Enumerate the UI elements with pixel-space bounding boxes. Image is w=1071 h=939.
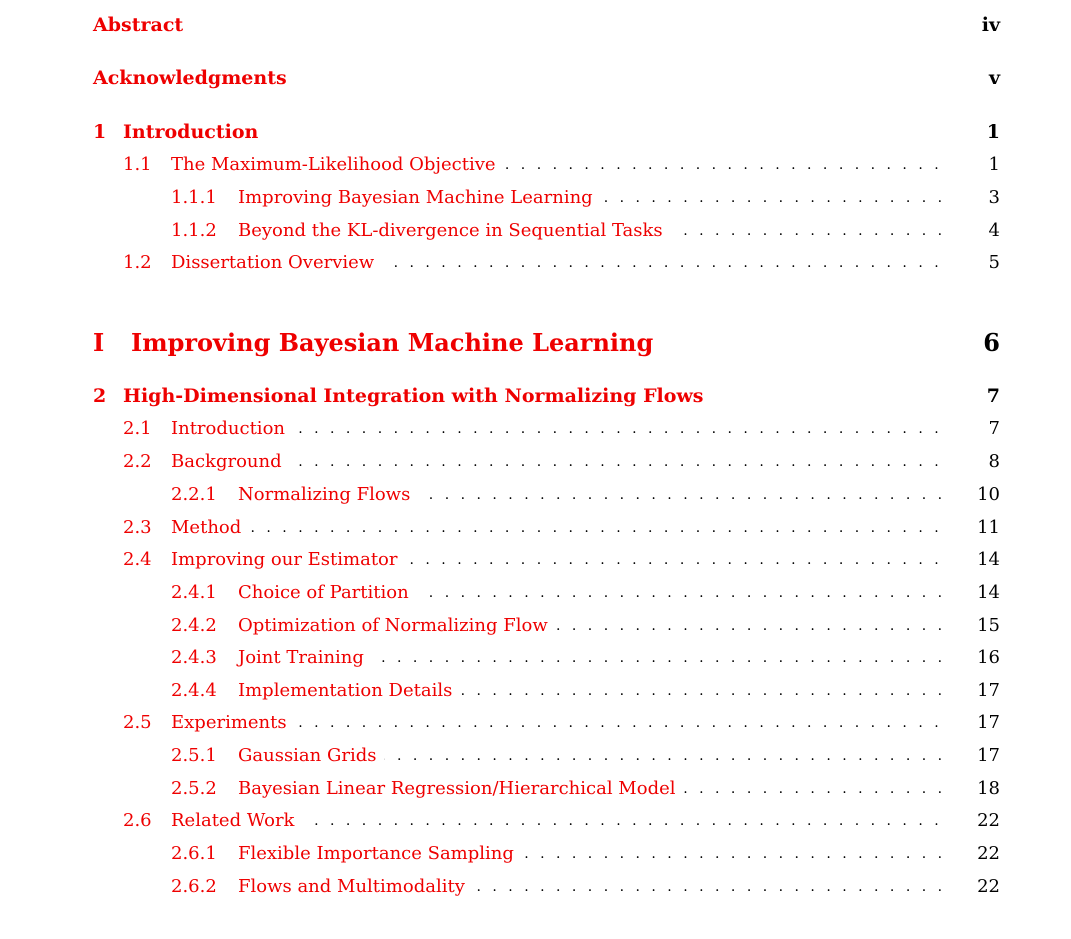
toc-entry-section [0,549,1071,579]
toc-subsection-number[interactable]: 1.1.1 [171,187,217,208]
toc-entry-subsection [0,843,1071,873]
toc-link-subsection[interactable]: Beyond the KL-divergence in Sequential Tasks [238,220,671,241]
toc-page-number: v [988,67,1000,89]
toc-entry-section [0,418,1071,448]
toc-subsection-number[interactable]: 2.4.4 [171,680,217,701]
toc-link-chapter-1[interactable]: Introduction [123,121,266,143]
toc-subsection-number[interactable]: 2.6.1 [171,843,217,864]
toc-entry-subsection [0,745,1071,775]
toc-chapter-number[interactable]: 2 [93,385,107,407]
toc-page-number: 22 [977,843,1000,864]
toc-page-number: 1 [988,154,1000,175]
toc-entry-section [0,154,1071,184]
toc-page-number: 4 [988,220,1000,241]
toc-leader-dots [171,520,950,536]
toc-link-abstract[interactable]: Abstract [93,14,191,36]
toc-link-section[interactable]: Experiments [171,712,295,733]
toc-entry-abstract [0,14,1071,44]
toc-link-acknowledgments[interactable]: Acknowledgments [93,67,295,89]
toc-section-number[interactable]: 1.2 [123,252,152,273]
toc-page-number: 17 [977,712,1000,733]
toc-link-subsection[interactable]: Optimization of Normalizing Flow [238,615,556,636]
toc-link-chapter-2[interactable]: High-Dimensional Integration with Normalizing Flows [123,385,712,407]
toc-link-subsection[interactable]: Bayesian Linear Regression/Hierarchical Model [238,778,684,799]
toc-link-section[interactable]: Dissertation Overview [171,252,382,273]
toc-entry-subsection [0,484,1071,514]
toc-link-subsection[interactable]: Joint Training [238,647,372,668]
toc-page-number: 22 [977,810,1000,831]
toc-page-number: 5 [988,252,1000,273]
toc-entry-subsection [0,647,1071,677]
toc-section-number[interactable]: 2.5 [123,712,152,733]
toc-entry-subsection [0,582,1071,612]
toc-section-number[interactable]: 2.6 [123,810,152,831]
toc-entry-acknowledgments [0,67,1071,97]
toc-link-subsection[interactable]: Flexible Importance Sampling [238,843,522,864]
toc-page-number: 14 [977,582,1000,603]
toc-page-number: 18 [977,778,1000,799]
toc-entry-subsection [0,680,1071,710]
toc-page-number: 16 [977,647,1000,668]
toc-subsection-number[interactable]: 2.6.2 [171,876,217,897]
toc-page-number: 14 [977,549,1000,570]
toc-page-number: 10 [977,484,1000,505]
toc-page-number: 7 [986,385,1000,407]
toc-page-number: 11 [977,517,1000,538]
toc-link-section[interactable]: Method [171,517,249,538]
toc-link-section[interactable]: Background [171,451,290,472]
toc-page-number: 7 [988,418,1000,439]
toc-subsection-number[interactable]: 2.4.3 [171,647,217,668]
toc-link-section[interactable]: Related Work [171,810,302,831]
toc-entry-subsection [0,187,1071,217]
toc-page-number: 3 [988,187,1000,208]
toc-link-subsection[interactable]: Choice of Partition [238,582,417,603]
toc-subsection-number[interactable]: 2.4.1 [171,582,217,603]
toc-entry-subsection [0,220,1071,250]
toc-page-number: 22 [977,876,1000,897]
toc-entry-section [0,517,1071,547]
toc-entry-section [0,810,1071,840]
toc-page-number: 15 [977,615,1000,636]
toc-page-number: 17 [977,745,1000,766]
toc-page-number: 6 [983,328,1000,357]
toc-link-section[interactable]: Improving our Estimator [171,549,406,570]
toc-link-section[interactable]: The Maximum-Likelihood Objective [171,154,504,175]
toc-link-part-1[interactable]: Improving Bayesian Machine Learning [131,328,661,357]
toc-section-number[interactable]: 2.3 [123,517,152,538]
toc-section-number[interactable]: 2.4 [123,549,152,570]
toc-link-subsection[interactable]: Gaussian Grids [238,745,384,766]
toc-entry-section [0,252,1071,282]
toc-section-number[interactable]: 2.1 [123,418,152,439]
toc-link-subsection[interactable]: Normalizing Flows [238,484,418,505]
toc-entry-chapter-2 [0,385,1071,415]
toc-section-number[interactable]: 2.2 [123,451,152,472]
toc-subsection-number[interactable]: 2.4.2 [171,615,217,636]
toc-link-section[interactable]: Introduction [171,418,293,439]
toc-link-subsection[interactable]: Improving Bayesian Machine Learning [238,187,601,208]
toc-section-number[interactable]: 1.1 [123,154,152,175]
toc-page-number: 1 [986,121,1000,143]
toc-chapter-number[interactable]: 1 [93,121,107,143]
toc-entry-section [0,712,1071,742]
toc-subsection-number[interactable]: 1.1.2 [171,220,217,241]
toc-link-subsection[interactable]: Flows and Multimodality [238,876,473,897]
toc-entry-section [0,451,1071,481]
toc-subsection-number[interactable]: 2.2.1 [171,484,217,505]
toc-page-number: 17 [977,680,1000,701]
toc-entry-part-1 [0,328,1071,364]
toc-link-subsection[interactable]: Implementation Details [238,680,460,701]
toc-entry-subsection [0,778,1071,808]
toc-entry-subsection [0,876,1071,906]
toc-part-number[interactable]: I [93,328,105,357]
toc-page-number: 8 [988,451,1000,472]
toc-page-number: iv [981,14,1000,36]
toc-entry-subsection [0,615,1071,645]
toc-entry-chapter-1 [0,121,1071,151]
toc-subsection-number[interactable]: 2.5.1 [171,745,217,766]
toc-subsection-number[interactable]: 2.5.2 [171,778,217,799]
